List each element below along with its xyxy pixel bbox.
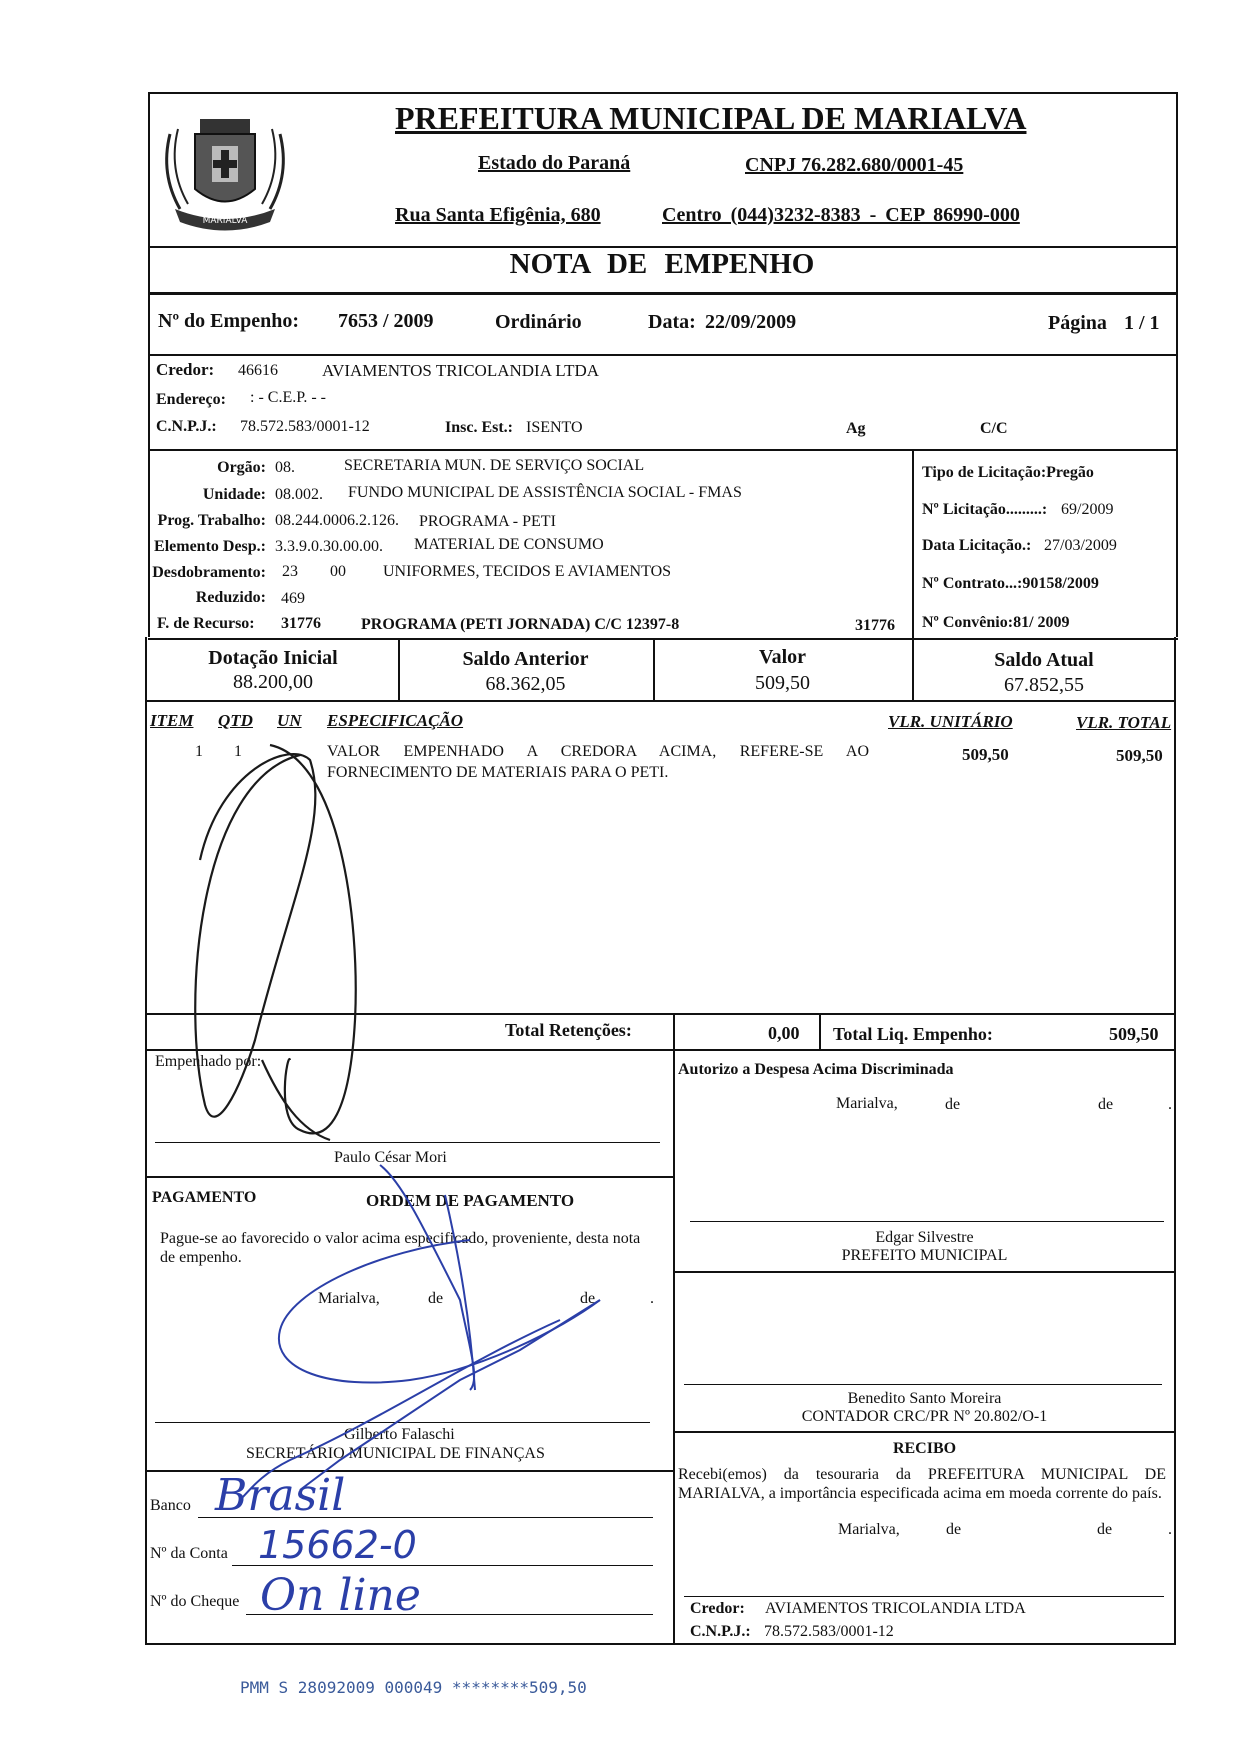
licitacao-date-label: Data Licitação.:	[922, 537, 1032, 554]
date-value: 22/09/2009	[705, 311, 797, 333]
dotacao-value: 88.200,00	[233, 671, 313, 693]
licitacao-date: 27/03/2009	[1044, 537, 1117, 554]
elemento-name: MATERIAL DE CONSUMO	[414, 536, 604, 553]
conta-label: Nº da Conta	[150, 1545, 228, 1562]
recibo-de-1: de	[946, 1521, 962, 1538]
elemento-label: Elemento Desp.:	[154, 538, 266, 555]
fonte-name: PROGRAMA (PETI JORNADA) C/C 12397-8	[361, 616, 680, 633]
saldo-anterior-value: 68.362,05	[485, 673, 566, 695]
saldo-atual-value: 67.852,55	[1004, 674, 1084, 696]
pagamento-dot: .	[650, 1290, 654, 1307]
autorizo-dot: .	[1168, 1096, 1172, 1113]
prefeito-name: Edgar Silvestre	[875, 1229, 974, 1246]
orgao-code: 08.	[275, 459, 295, 476]
orgao-name: SECRETARIA MUN. DE SERVIÇO SOCIAL	[344, 457, 645, 474]
account-label: C/C	[980, 420, 1008, 437]
creditor-cnpj-label: C.N.P.J.:	[156, 418, 217, 435]
empenho-number: 7653 / 2009	[338, 310, 434, 332]
recibo-cnpj: 78.572.583/0001-12	[764, 1623, 894, 1640]
unidade-label: Unidade:	[202, 486, 266, 503]
recibo-city: Marialva,	[838, 1521, 900, 1538]
contador-name: Benedito Santo Moreira	[847, 1390, 1002, 1407]
desdobramento-code-1: 23	[282, 563, 298, 580]
empenho-type: Ordinário	[495, 311, 582, 333]
desdobramento-code-2: 00	[330, 563, 346, 580]
state-name: Estado do Paraná	[478, 152, 631, 174]
row-unit-value: 509,50	[962, 745, 1009, 764]
autorizo-city: Marialva,	[836, 1095, 898, 1112]
un-header: UN	[277, 711, 302, 730]
conta-handwritten: 15662-0	[258, 1523, 417, 1567]
spec-header: ESPECIFICAÇÃO	[327, 711, 464, 730]
contador-role: CONTADOR CRC/PR Nº 20.802/O-1	[801, 1408, 1048, 1425]
creditor-label: Credor:	[156, 360, 215, 379]
creditor-address: : - C.E.P. - -	[250, 389, 326, 406]
prog-label: Prog. Trabalho:	[157, 512, 266, 529]
pagamento-de-2: de	[580, 1290, 596, 1307]
licitacao-number-label: Nº Licitação.........:	[922, 501, 1048, 518]
convenio-number: Nº Convênio:81/ 2009	[922, 614, 1070, 631]
retencoes-label: Total Retenções:	[505, 1020, 632, 1040]
pagamento-label: PAGAMENTO	[152, 1189, 257, 1206]
saldo-atual-label: Saldo Atual	[994, 649, 1094, 671]
total-value-header: VLR. TOTAL	[1076, 713, 1172, 732]
prefeito-role: PREFEITO MUNICIPAL	[841, 1247, 1008, 1264]
recibo-label: RECIBO	[892, 1440, 957, 1457]
fonte-code: 31776	[281, 615, 321, 632]
reduzido-label: Reduzido:	[195, 589, 266, 606]
unidade-name: FUNDO MUNICIPAL DE ASSISTÊNCIA SOCIAL - FMAS	[348, 484, 742, 501]
banco-label: Banco	[150, 1497, 191, 1514]
prog-name: PROGRAMA - PETI	[419, 513, 556, 530]
ordem-pagamento-label: ORDEM DE PAGAMENTO	[366, 1191, 575, 1210]
unidade-code: 08.002.	[275, 486, 323, 503]
empenho-label: Nº do Empenho:	[158, 310, 300, 332]
valor-value: 509,50	[755, 672, 810, 694]
row-item: 1	[195, 743, 203, 760]
liquido-label: Total Liq. Empenho:	[833, 1024, 993, 1044]
desdobramento-label: Desdobramento:	[152, 564, 266, 581]
elemento-code: 3.3.9.0.30.00.00.	[275, 538, 383, 555]
recibo-credor: AVIAMENTOS TRICOLANDIA LTDA	[765, 1600, 1026, 1617]
fonte-label: F. de Recurso:	[157, 615, 255, 632]
address-district-phone: Centro (044)3232-8383 - CEP 86990-000	[662, 204, 1020, 226]
pagamento-role: SECRETÁRIO MUNICIPAL DE FINANÇAS	[246, 1445, 545, 1462]
page-label: Página	[1048, 312, 1107, 334]
agency-label: Ag	[846, 420, 866, 437]
contrato-number: Nº Contrato...:90158/2009	[922, 575, 1099, 592]
recibo-credor-label: Credor:	[690, 1600, 745, 1617]
pagamento-city: Marialva,	[318, 1290, 380, 1307]
address-label: Endereço:	[156, 391, 226, 408]
insc-value: ISENTO	[526, 419, 583, 436]
row-spec-line2: FORNECIMENTO DE MATERIAIS PARA O PETI.	[327, 764, 669, 781]
recibo-cnpj-label: C.N.P.J.:	[690, 1623, 751, 1640]
retencoes-value: 0,00	[768, 1023, 800, 1043]
pagamento-text: Pague-se ao favorecido o valor acima especificado, proveniente, desta nota de empenho.	[160, 1230, 641, 1266]
unit-value-header: VLR. UNITÁRIO	[888, 712, 1013, 731]
item-header: ITEM	[150, 711, 194, 730]
recibo-dot: .	[1168, 1521, 1172, 1538]
creditor-name: AVIAMENTOS TRICOLANDIA LTDA	[322, 361, 600, 380]
empenhado-label: Empenhado por:	[155, 1053, 262, 1070]
orgao-label: Orgão:	[217, 459, 266, 476]
autorizo-de-1: de	[945, 1096, 961, 1113]
recibo-de-2: de	[1097, 1521, 1113, 1538]
desdobramento-name: UNIFORMES, TECIDOS E AVIAMENTOS	[383, 563, 672, 580]
row-qtd: 1	[234, 743, 242, 760]
saldo-anterior-label: Saldo Anterior	[462, 648, 589, 670]
creditor-code: 46616	[238, 362, 278, 379]
date-label: Data:	[648, 311, 696, 333]
autorizo-de-2: de	[1098, 1096, 1114, 1113]
creditor-cnpj: 78.572.583/0001-12	[240, 418, 370, 435]
recibo-text: Recebi(emos) da tesouraria da PREFEITURA MUNICIPAL DE MARIALVA, a importância especificada acima em moeda corrente do país.	[678, 1466, 1166, 1502]
dotacao-label: Dotação Inicial	[208, 647, 338, 669]
empenhado-signer: Paulo César Mori	[334, 1149, 447, 1166]
row-total-value: 509,50	[1116, 746, 1163, 765]
pagamento-de-1: de	[428, 1290, 444, 1307]
prefeitura-title: PREFEITURA MUNICIPAL DE MARIALVA	[395, 100, 1027, 136]
prog-code: 08.244.0006.2.126.	[275, 512, 399, 529]
insc-label: Insc. Est.:	[445, 419, 514, 436]
page-number: 1 / 1	[1124, 312, 1160, 334]
licitacao-number: 69/2009	[1061, 501, 1114, 518]
banco-handwritten: Brasil	[215, 1470, 346, 1521]
address-street: Rua Santa Efigênia, 680	[395, 204, 601, 226]
pagamento-signer: Gilberto Falaschi	[344, 1426, 455, 1443]
bank-stamp: PMM S 28092009 000049 ********509,50	[240, 1678, 587, 1697]
cheque-handwritten: On line	[260, 1570, 421, 1621]
qtd-header: QTD	[218, 711, 253, 730]
reduzido-code: 469	[281, 590, 305, 607]
document-title: NOTA DE EMPENHO	[509, 248, 815, 280]
liquido-value: 509,50	[1109, 1024, 1159, 1044]
cheque-label: Nº do Cheque	[150, 1593, 240, 1610]
fonte-code-2: 31776	[855, 617, 895, 634]
autorizo-label: Autorizo a Despesa Acima Discriminada	[678, 1061, 954, 1078]
svg-text:MARIALVA: MARIALVA	[202, 216, 248, 226]
valor-label: Valor	[758, 646, 807, 668]
tipo-licitacao: Tipo de Licitação:Pregão	[922, 464, 1094, 481]
cnpj-header: CNPJ 76.282.680/0001-45	[745, 154, 964, 176]
row-spec-line1: VALOR EMPENHADO A CREDORA ACIMA, REFERE-SE AO	[327, 743, 869, 760]
